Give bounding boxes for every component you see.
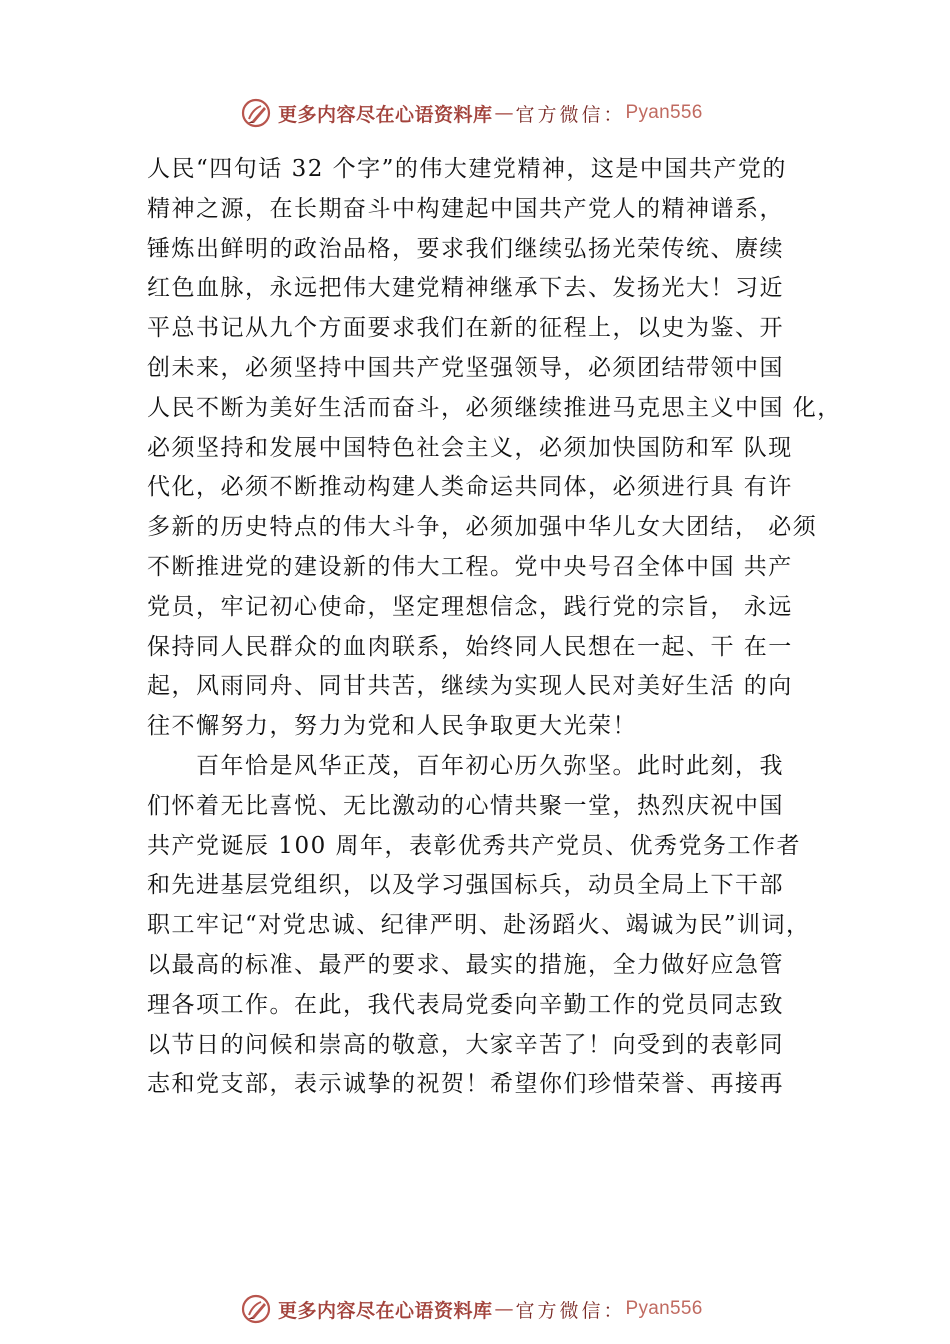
document-body (147, 150, 847, 1105)
text-line: 和先进基层党组织，以及学习强国标兵，动员全局上下干部 (147, 872, 784, 899)
text-line: 理各项工作。在此，我代表局党委向辛勤工作的党员同志致 (147, 991, 784, 1018)
text-line: 人民“四句话 32 个字”的伟大建党精神，这是中国共产党的 (147, 156, 787, 182)
text-line: 百年恰是风华正茂，百年初心历久弥坚。此时此刻，我 (147, 752, 784, 779)
text-line: 共产党诞辰 100 周年，表彰优秀共产党员、优秀党务工作者 (147, 832, 802, 859)
page-header-banner (240, 96, 703, 130)
footer-library-text: 更多内容尽在心语资料库 (278, 1299, 493, 1322)
text-line: 往不懈努力，努力为党和人民争取更大光荣！ (147, 713, 637, 740)
text-line: 不断推进党的建设新的伟大工程。党中央号召全体中国 共产 (147, 553, 793, 580)
text-line: 们怀着无比喜悦、无比激动的心情共聚一堂，热烈庆祝中国 (147, 792, 784, 819)
header-library-text: 更多内容尽在心语资料库 (278, 103, 493, 126)
text-line: 以最高的标准、最严的要求、最实的措施，全力做好应急管 (147, 951, 784, 978)
header-wechat-id: Pyan556 (625, 102, 703, 123)
text-line: 保持同人民群众的血肉联系，始终同人民想在一起、干 在一 (147, 633, 793, 660)
text-line: 平总书记从九个方面要求我们在新的征程上，以史为鉴、开 (147, 315, 784, 342)
pen-logo-icon (240, 97, 272, 129)
page-footer-banner (240, 1292, 703, 1326)
pen-logo-icon (240, 1293, 272, 1325)
header-wechat-label: 官方微信： (515, 103, 626, 126)
text-line: 志和党支部，表示诚挚的祝贺！希望你们珍惜荣誉、再接再 (147, 1071, 784, 1098)
text-line: 多新的历史特点的伟大斗争，必须加强中华儿女大团结， 必须 (147, 514, 818, 541)
text-line: 锤炼出鲜明的政治品格，要求我们继续弘扬光荣传统、赓续 (147, 235, 784, 262)
footer-dash: — (494, 1298, 514, 1320)
text-line: 职工牢记“对党忠诚、纪律严明、赴汤蹈火、竭诚为民”训词， (147, 912, 811, 939)
text-line: 必须坚持和发展中国特色社会主义，必须加快国防和军 队现 (147, 434, 793, 461)
text-line: 党员，牢记初心使命，坚定理想信念，践行党的宗旨， 永远 (147, 593, 793, 620)
text-line: 代化，必须不断推动构建人类命运共同体，必须进行具 有许 (147, 474, 793, 501)
text-line: 精神之源，在长期奋斗中构建起中国共产党人的精神谱系， (147, 195, 784, 222)
footer-wechat-id: Pyan556 (625, 1298, 703, 1319)
text-line: 人民不断为美好生活而奋斗，必须继续推进马克思主义中国 化， (147, 394, 842, 421)
text-line: 以节日的问候和崇高的敬意，大家辛苦了！向受到的表彰同 (147, 1031, 784, 1058)
text-line: 红色血脉，永远把伟大建党精神继承下去、发扬光大！习近 (147, 275, 784, 302)
header-dash: — (494, 102, 514, 124)
text-line: 起，风雨同舟、同甘共苦，继续为实现人民对美好生活 的向 (147, 673, 793, 700)
text-line: 创未来，必须坚持中国共产党坚强领导，必须团结带领中国 (147, 354, 784, 381)
footer-wechat-label: 官方微信： (515, 1299, 626, 1322)
